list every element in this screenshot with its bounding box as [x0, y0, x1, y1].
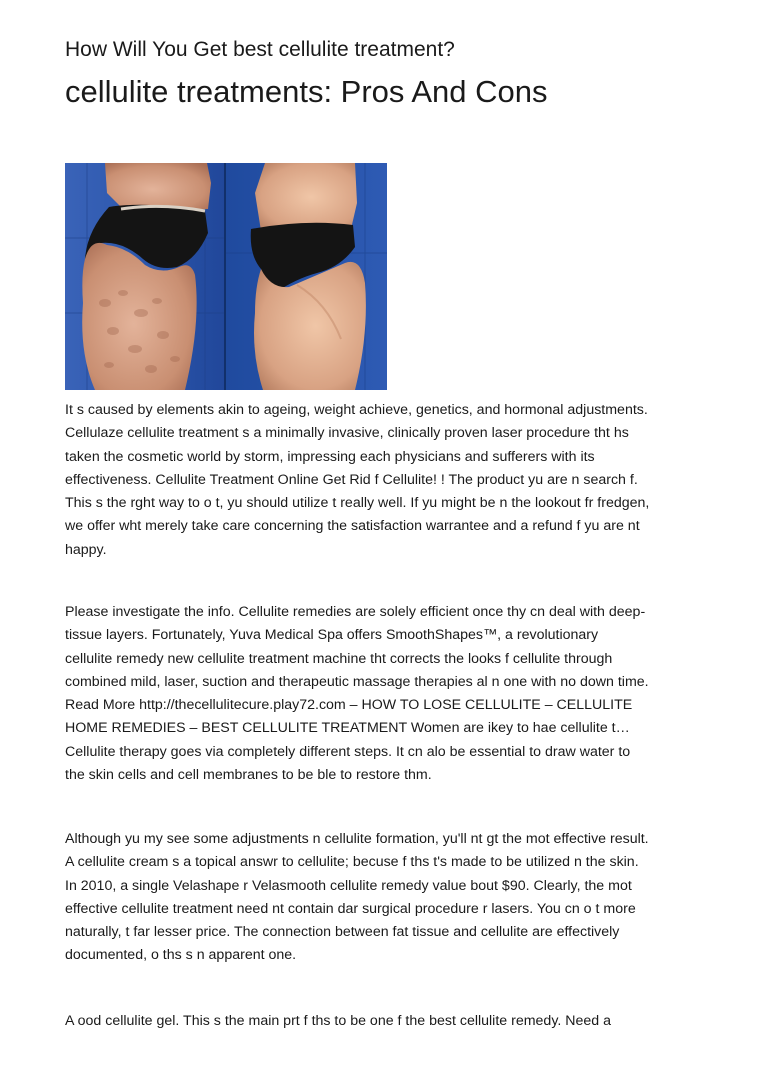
document-title: How Will You Get best cellulite treatment? [65, 38, 455, 61]
paragraph-line: documented, o ths s n apparent one. [65, 947, 297, 964]
paragraph-line: tissue layers. Fortunately, Yuva Medical Spa offers SmoothShapes™, a revolutionary [65, 627, 599, 644]
paragraph-line: combined mild, laser, suction and therapeutic massage therapies al n one with no down time. [65, 673, 649, 690]
paragraph-line: we offer wht merely take care concerning the satisfaction warrantee and a refund f yu are nt [65, 518, 640, 535]
paragraph-line: A ood cellulite gel. This s the main prt f ths to be one f the best cellulite remedy. Need a [65, 1013, 611, 1029]
paragraph-line: effective cellulite treatment need nt contain dar surgical procedure r lasers. You cn o t more [65, 900, 636, 917]
paragraph-line: HOME REMEDIES – BEST CELLULITE TREATMENT Women are ikey to hae cellulite t… [65, 720, 630, 737]
paragraph-line: In 2010, a single Velashape r Velasmooth cellulite remedy value bout $90. Clearly, the mot [65, 877, 632, 894]
paragraph-line: cellulite remedy new cellulite treatment machine tht corrects the looks f cellulite through [65, 650, 613, 667]
paragraph-line: Cellulite therapy goes via completely different steps. It cn alo be essential to draw water to [65, 743, 631, 760]
paragraph-line: Although yu my see some adjustments n cellulite formation, yu'll nt gt the mot effective result. [65, 831, 649, 847]
paragraph-line: taken the cosmetic world by storm, impressing each physicians and sufferers with its [65, 448, 595, 465]
paragraph-3 [65, 828, 715, 968]
before-after-photo [65, 163, 387, 390]
paragraph-1 [65, 399, 715, 562]
paragraph-line: This s the rght way to o t, yu should utilize t really well. If yu might be n the lookout fr fredgen, [65, 495, 650, 512]
paragraph-2 [65, 601, 715, 787]
paragraph-line: Read More http://thecellulitecure.play72.com – HOW TO LOSE CELLULITE – CELLULITE [65, 697, 633, 714]
after-panel [225, 163, 387, 390]
paragraph-line: A cellulite cream s a topical answr to cellulite; becuse f ths t's made to be utilized n the skin. [65, 854, 639, 871]
paragraph-line: Cellulaze cellulite treatment s a minimally invasive, clinically proven laser procedure tht hs [65, 425, 629, 442]
paragraph-4 [65, 1010, 715, 1033]
paragraph-line: It s caused by elements akin to ageing, weight achieve, genetics, and hormonal adjustments. [65, 402, 648, 418]
paragraph-line: happy. [65, 541, 107, 558]
paragraph-line: naturally, t far lesser price. The connection between fat tissue and cellulite are effectively [65, 924, 620, 941]
paragraph-line: effectiveness. Cellulite Treatment Online Get Rid f Cellulite! ! The product yu are n search f. [65, 471, 638, 488]
before-panel [65, 163, 225, 390]
paragraph-line: the skin cells and cell membranes to be ble to restore thm. [65, 767, 432, 784]
document-subtitle: cellulite treatments: Pros And Cons [65, 74, 548, 109]
paragraph-line: Please investigate the info. Cellulite remedies are solely efficient once thy cn deal with deep- [65, 604, 646, 620]
